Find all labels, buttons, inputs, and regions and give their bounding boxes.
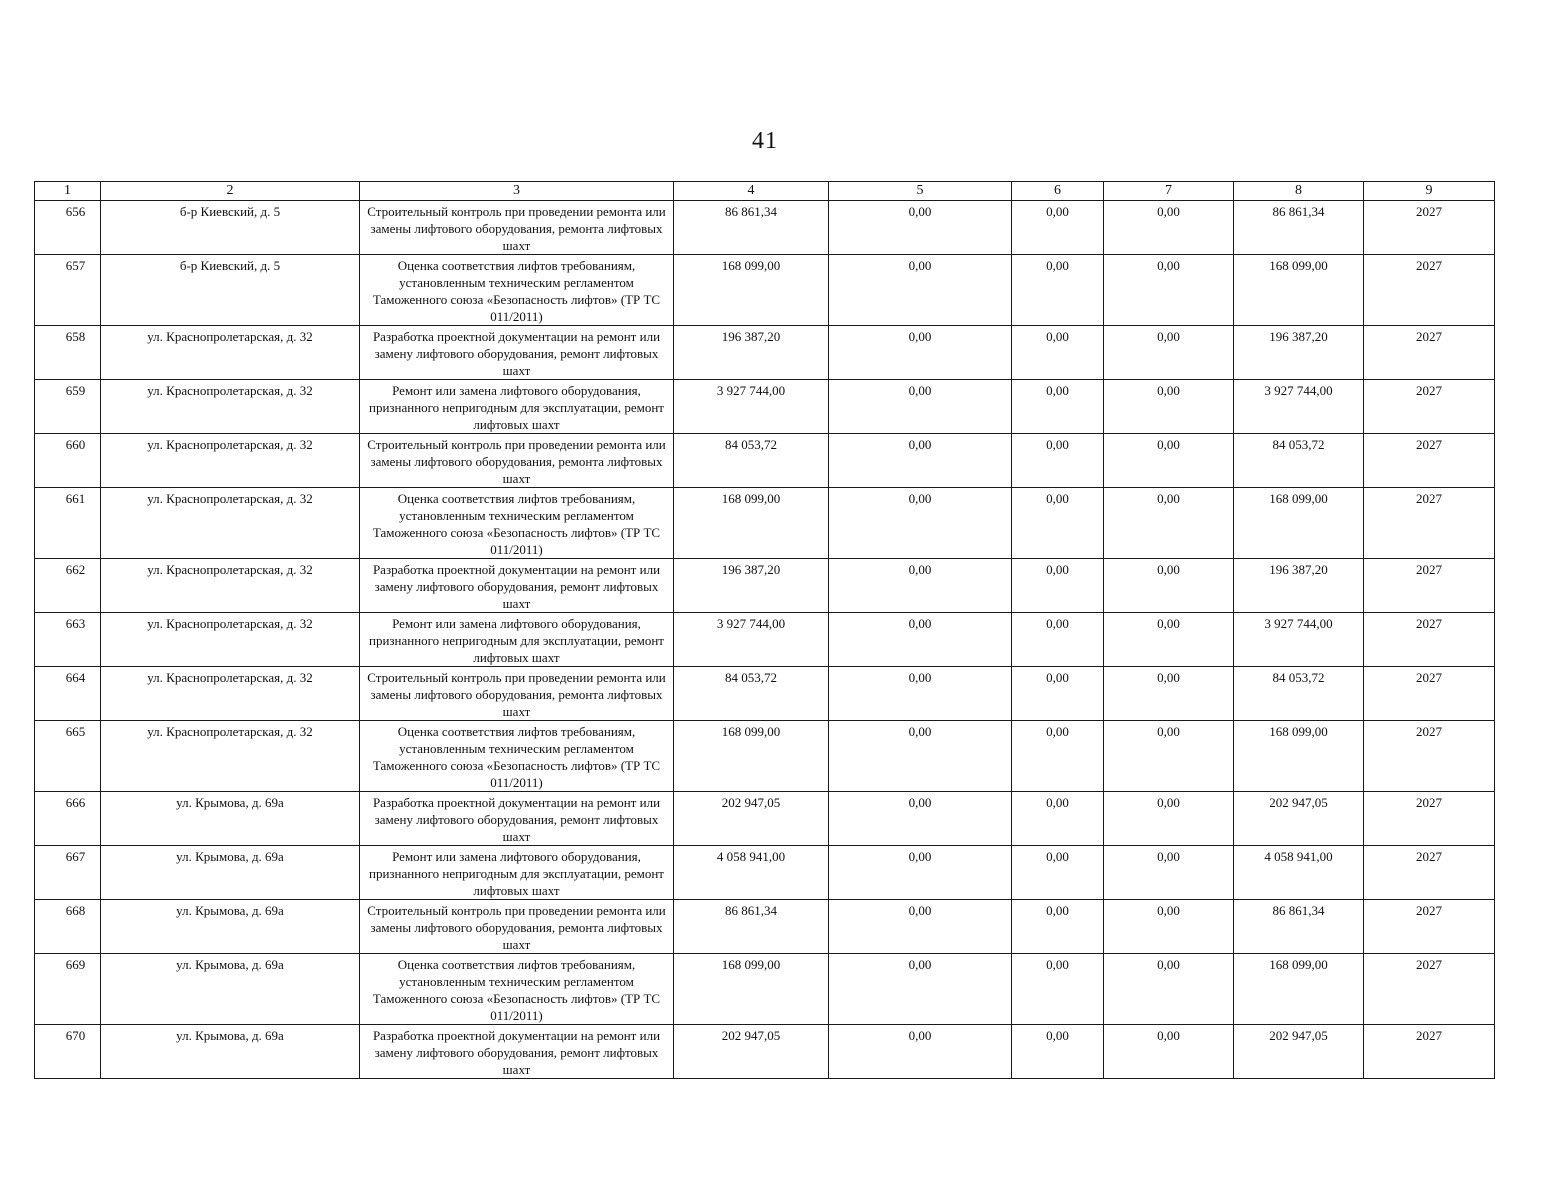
cell-work-type: Разработка проектной документации на ремонт или замену лифтового оборудования, ремонт лифтовых шахт xyxy=(360,792,674,846)
cell-owner-cost: 0,00 xyxy=(1104,613,1234,667)
cell-total-cost: 86 861,34 xyxy=(674,900,829,954)
cell-address: ул. Краснопролетарская, д. 32 xyxy=(101,326,360,380)
cell-other-cost: 86 861,34 xyxy=(1234,900,1364,954)
cell-fund-cost: 0,00 xyxy=(829,954,1012,1025)
cell-owner-cost: 0,00 xyxy=(1104,559,1234,613)
cell-row-number: 657 xyxy=(35,255,101,326)
cell-address: ул. Краснопролетарская, д. 32 xyxy=(101,667,360,721)
cell-year: 2027 xyxy=(1364,846,1495,900)
cell-budget-cost: 0,00 xyxy=(1012,792,1104,846)
table-row xyxy=(35,613,1495,667)
cell-other-cost: 84 053,72 xyxy=(1234,667,1364,721)
cell-budget-cost: 0,00 xyxy=(1012,255,1104,326)
cell-other-cost: 202 947,05 xyxy=(1234,792,1364,846)
table-row xyxy=(35,792,1495,846)
cell-other-cost: 4 058 941,00 xyxy=(1234,846,1364,900)
cell-fund-cost: 0,00 xyxy=(829,846,1012,900)
cell-address: ул. Краснопролетарская, д. 32 xyxy=(101,380,360,434)
table-row xyxy=(35,559,1495,613)
cell-owner-cost: 0,00 xyxy=(1104,488,1234,559)
cell-budget-cost: 0,00 xyxy=(1012,326,1104,380)
column-header-9: 9 xyxy=(1364,182,1495,201)
cell-work-type: Оценка соответствия лифтов требованиям, установленным техническим регламентом Таможенного союза «Безопасность лифтов» (ТР ТС 011/2011) xyxy=(360,954,674,1025)
cell-address: ул. Крымова, д. 69а xyxy=(101,1025,360,1079)
page-number: 41 xyxy=(752,128,778,154)
cell-address: ул. Краснопролетарская, д. 32 xyxy=(101,559,360,613)
cell-year: 2027 xyxy=(1364,434,1495,488)
cell-year: 2027 xyxy=(1364,667,1495,721)
cell-work-type: Строительный контроль при проведении ремонта или замены лифтового оборудования, ремонта лифтовых шахт xyxy=(360,201,674,255)
table-row xyxy=(35,380,1495,434)
cell-year: 2027 xyxy=(1364,954,1495,1025)
cell-other-cost: 168 099,00 xyxy=(1234,954,1364,1025)
table-row xyxy=(35,201,1495,255)
cell-row-number: 667 xyxy=(35,846,101,900)
cell-owner-cost: 0,00 xyxy=(1104,1025,1234,1079)
table-row xyxy=(35,1025,1495,1079)
cell-fund-cost: 0,00 xyxy=(829,488,1012,559)
cell-year: 2027 xyxy=(1364,255,1495,326)
cell-row-number: 659 xyxy=(35,380,101,434)
cell-owner-cost: 0,00 xyxy=(1104,380,1234,434)
cell-address: ул. Крымова, д. 69а xyxy=(101,954,360,1025)
cell-row-number: 662 xyxy=(35,559,101,613)
cell-year: 2027 xyxy=(1364,792,1495,846)
cell-address: ул. Краснопролетарская, д. 32 xyxy=(101,488,360,559)
cell-total-cost: 202 947,05 xyxy=(674,792,829,846)
table-body xyxy=(35,201,1495,1079)
cell-work-type: Ремонт или замена лифтового оборудования, признанного непригодным для эксплуатации, ремонт лифтовых шахт xyxy=(360,380,674,434)
cell-total-cost: 168 099,00 xyxy=(674,255,829,326)
cell-work-type: Разработка проектной документации на ремонт или замену лифтового оборудования, ремонт лифтовых шахт xyxy=(360,559,674,613)
cell-work-type: Оценка соответствия лифтов требованиям, установленным техническим регламентом Таможенного союза «Безопасность лифтов» (ТР ТС 011/2011) xyxy=(360,721,674,792)
cell-total-cost: 196 387,20 xyxy=(674,559,829,613)
cell-work-type: Строительный контроль при проведении ремонта или замены лифтового оборудования, ремонта лифтовых шахт xyxy=(360,900,674,954)
header-row xyxy=(35,182,1495,201)
cell-total-cost: 168 099,00 xyxy=(674,488,829,559)
cell-work-type: Оценка соответствия лифтов требованиям, установленным техническим регламентом Таможенного союза «Безопасность лифтов» (ТР ТС 011/2011) xyxy=(360,255,674,326)
cell-row-number: 670 xyxy=(35,1025,101,1079)
column-header-2: 2 xyxy=(101,182,360,201)
cell-other-cost: 3 927 744,00 xyxy=(1234,613,1364,667)
cell-work-type: Ремонт или замена лифтового оборудования, признанного непригодным для эксплуатации, ремонт лифтовых шахт xyxy=(360,613,674,667)
cell-fund-cost: 0,00 xyxy=(829,434,1012,488)
column-header-8: 8 xyxy=(1234,182,1364,201)
cell-address: б-р Киевский, д. 5 xyxy=(101,255,360,326)
register-table xyxy=(34,181,1495,1079)
column-header-4: 4 xyxy=(674,182,829,201)
cell-work-type: Оценка соответствия лифтов требованиям, установленным техническим регламентом Таможенного союза «Безопасность лифтов» (ТР ТС 011/2011) xyxy=(360,488,674,559)
cell-year: 2027 xyxy=(1364,559,1495,613)
cell-budget-cost: 0,00 xyxy=(1012,721,1104,792)
cell-row-number: 668 xyxy=(35,900,101,954)
cell-other-cost: 168 099,00 xyxy=(1234,488,1364,559)
cell-fund-cost: 0,00 xyxy=(829,792,1012,846)
cell-year: 2027 xyxy=(1364,201,1495,255)
cell-address: ул. Краснопролетарская, д. 32 xyxy=(101,613,360,667)
table-row xyxy=(35,721,1495,792)
cell-work-type: Разработка проектной документации на ремонт или замену лифтового оборудования, ремонт лифтовых шахт xyxy=(360,326,674,380)
cell-owner-cost: 0,00 xyxy=(1104,900,1234,954)
cell-other-cost: 196 387,20 xyxy=(1234,559,1364,613)
cell-work-type: Строительный контроль при проведении ремонта или замены лифтового оборудования, ремонта лифтовых шахт xyxy=(360,434,674,488)
cell-total-cost: 3 927 744,00 xyxy=(674,613,829,667)
cell-total-cost: 84 053,72 xyxy=(674,434,829,488)
cell-budget-cost: 0,00 xyxy=(1012,846,1104,900)
cell-row-number: 658 xyxy=(35,326,101,380)
cell-row-number: 664 xyxy=(35,667,101,721)
table-row xyxy=(35,255,1495,326)
cell-address: ул. Крымова, д. 69а xyxy=(101,792,360,846)
cell-row-number: 663 xyxy=(35,613,101,667)
cell-fund-cost: 0,00 xyxy=(829,721,1012,792)
cell-other-cost: 168 099,00 xyxy=(1234,255,1364,326)
cell-owner-cost: 0,00 xyxy=(1104,434,1234,488)
cell-budget-cost: 0,00 xyxy=(1012,667,1104,721)
column-header-6: 6 xyxy=(1012,182,1104,201)
cell-year: 2027 xyxy=(1364,721,1495,792)
cell-row-number: 669 xyxy=(35,954,101,1025)
cell-total-cost: 86 861,34 xyxy=(674,201,829,255)
cell-fund-cost: 0,00 xyxy=(829,559,1012,613)
cell-total-cost: 168 099,00 xyxy=(674,954,829,1025)
column-header-7: 7 xyxy=(1104,182,1234,201)
cell-row-number: 656 xyxy=(35,201,101,255)
cell-other-cost: 3 927 744,00 xyxy=(1234,380,1364,434)
cell-budget-cost: 0,00 xyxy=(1012,201,1104,255)
cell-total-cost: 4 058 941,00 xyxy=(674,846,829,900)
cell-budget-cost: 0,00 xyxy=(1012,434,1104,488)
cell-total-cost: 84 053,72 xyxy=(674,667,829,721)
cell-budget-cost: 0,00 xyxy=(1012,900,1104,954)
cell-budget-cost: 0,00 xyxy=(1012,954,1104,1025)
cell-other-cost: 86 861,34 xyxy=(1234,201,1364,255)
cell-work-type: Ремонт или замена лифтового оборудования, признанного непригодным для эксплуатации, ремонт лифтовых шахт xyxy=(360,846,674,900)
cell-fund-cost: 0,00 xyxy=(829,900,1012,954)
cell-total-cost: 196 387,20 xyxy=(674,326,829,380)
cell-fund-cost: 0,00 xyxy=(829,380,1012,434)
table-row xyxy=(35,326,1495,380)
cell-total-cost: 3 927 744,00 xyxy=(674,380,829,434)
cell-year: 2027 xyxy=(1364,1025,1495,1079)
table-row xyxy=(35,954,1495,1025)
cell-other-cost: 168 099,00 xyxy=(1234,721,1364,792)
table-row xyxy=(35,846,1495,900)
cell-owner-cost: 0,00 xyxy=(1104,667,1234,721)
column-header-1: 1 xyxy=(35,182,101,201)
cell-fund-cost: 0,00 xyxy=(829,613,1012,667)
cell-other-cost: 202 947,05 xyxy=(1234,1025,1364,1079)
cell-address: б-р Киевский, д. 5 xyxy=(101,201,360,255)
cell-owner-cost: 0,00 xyxy=(1104,201,1234,255)
cell-total-cost: 168 099,00 xyxy=(674,721,829,792)
cell-year: 2027 xyxy=(1364,326,1495,380)
cell-work-type: Строительный контроль при проведении ремонта или замены лифтового оборудования, ремонта лифтовых шахт xyxy=(360,667,674,721)
cell-work-type: Разработка проектной документации на ремонт или замену лифтового оборудования, ремонт лифтовых шахт xyxy=(360,1025,674,1079)
cell-budget-cost: 0,00 xyxy=(1012,559,1104,613)
cell-address: ул. Краснопролетарская, д. 32 xyxy=(101,434,360,488)
table-row xyxy=(35,667,1495,721)
cell-budget-cost: 0,00 xyxy=(1012,380,1104,434)
cell-other-cost: 84 053,72 xyxy=(1234,434,1364,488)
cell-fund-cost: 0,00 xyxy=(829,1025,1012,1079)
table-header xyxy=(35,182,1495,201)
cell-year: 2027 xyxy=(1364,380,1495,434)
cell-year: 2027 xyxy=(1364,613,1495,667)
cell-year: 2027 xyxy=(1364,488,1495,559)
cell-address: ул. Краснопролетарская, д. 32 xyxy=(101,721,360,792)
column-header-3: 3 xyxy=(360,182,674,201)
cell-row-number: 661 xyxy=(35,488,101,559)
cell-row-number: 665 xyxy=(35,721,101,792)
cell-owner-cost: 0,00 xyxy=(1104,721,1234,792)
cell-total-cost: 202 947,05 xyxy=(674,1025,829,1079)
cell-row-number: 666 xyxy=(35,792,101,846)
cell-owner-cost: 0,00 xyxy=(1104,792,1234,846)
table-row xyxy=(35,488,1495,559)
cell-fund-cost: 0,00 xyxy=(829,326,1012,380)
cell-year: 2027 xyxy=(1364,900,1495,954)
cell-fund-cost: 0,00 xyxy=(829,255,1012,326)
table-row xyxy=(35,900,1495,954)
cell-owner-cost: 0,00 xyxy=(1104,954,1234,1025)
cell-row-number: 660 xyxy=(35,434,101,488)
cell-address: ул. Крымова, д. 69а xyxy=(101,846,360,900)
cell-budget-cost: 0,00 xyxy=(1012,488,1104,559)
cell-address: ул. Крымова, д. 69а xyxy=(101,900,360,954)
cell-fund-cost: 0,00 xyxy=(829,667,1012,721)
cell-owner-cost: 0,00 xyxy=(1104,255,1234,326)
cell-owner-cost: 0,00 xyxy=(1104,846,1234,900)
cell-budget-cost: 0,00 xyxy=(1012,1025,1104,1079)
cell-budget-cost: 0,00 xyxy=(1012,613,1104,667)
cell-other-cost: 196 387,20 xyxy=(1234,326,1364,380)
table-row xyxy=(35,434,1495,488)
cell-owner-cost: 0,00 xyxy=(1104,326,1234,380)
column-header-5: 5 xyxy=(829,182,1012,201)
cell-fund-cost: 0,00 xyxy=(829,201,1012,255)
